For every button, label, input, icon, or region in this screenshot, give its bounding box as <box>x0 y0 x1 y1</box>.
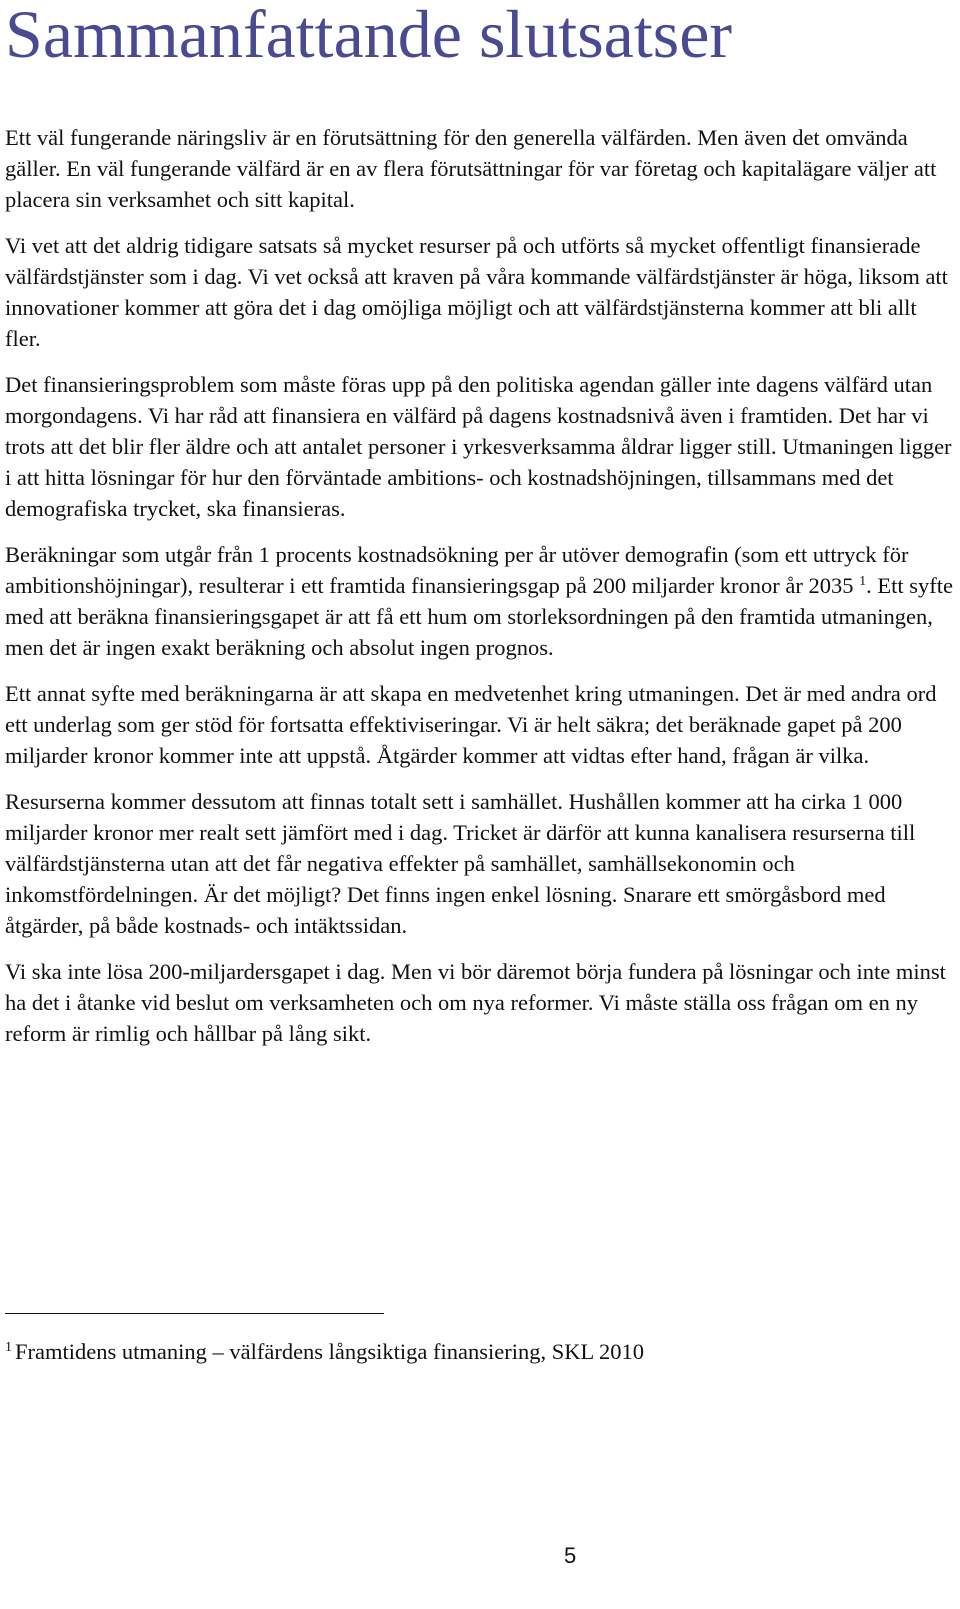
paragraph-4 <box>5 539 955 663</box>
paragraph-4-text-after: . Ett syfte med att beräkna finansieringsgapet är att få ett hum om storleksordningen på den framtida utmaningen, men det är ingen exakt beräkning och absolut ingen prognos. <box>5 573 953 660</box>
paragraph-5: Ett annat syfte med beräkningarna är att skapa en medvetenhet kring utmaningen. Det är med andra ord ett underlag som ger stöd för fortsatta effektiviseringar. Vi är helt säkra; det beräknade gapet på 200 miljarder kronor kommer inte att uppstå. Åtgärder kommer att vidtas efter hand, frågan är vilka. <box>5 681 937 768</box>
body-text <box>5 122 955 1064</box>
paragraph-7: Vi ska inte lösa 200-miljardersgapet i dag. Men vi bör däremot börja fundera på lösningar och inte minst ha det i åtanke vid beslut om verksamheten och om nya reformer. Vi måste ställa oss frågan om en ny reform är rimlig och hållbar på lång sikt. <box>5 959 946 1046</box>
paragraph-6: Resurserna kommer dessutom att finnas totalt sett i samhället. Hushållen kommer att ha cirka 1 000 miljarder kronor mer realt sett jämfört med i dag. Tricket är därför att kunna kanalisera resurserna till välfärdstjänsterna utan att det får negativa effekter på samhället, samhällsekonomin och inkomstfördelningen. Är det möjligt? Det finns ingen enkel lösning. Snarare ett smörgåsbord med åtgärder, på både kostnads- och intäktssidan. <box>5 789 916 938</box>
paragraph-3: Det finansieringsproblem som måste föras upp på den politiska agendan gäller inte dagens välfärd utan morgondagens. Vi har råd att finansiera en välfärd på dagens kostnadsnivå även i framtiden. Det har vi trots att det blir fler äldre och att antalet personer i yrkesverksamma åldrar ligger still. Utmaningen ligger i att hitta lösningar för hur den förväntade ambitions- och kostnadshöjningen, tillsammans med det demografiska trycket, ska finansieras. <box>5 372 952 521</box>
footnote-text: Framtidens utmaning – välfärdens långsiktiga finansiering, SKL 2010 <box>15 1339 645 1364</box>
paragraph-4-text-before: Beräkningar som utgår från 1 procents kostnadsökning per år utöver demografin (som ett uttryck för ambitionshöjningar), resulterar i ett framtida finansieringsgap på 200 miljarder kronor år 2035 <box>5 542 909 598</box>
page-title: Sammanfattande slutsatser <box>5 0 733 72</box>
paragraph-1: Ett väl fungerande näringsliv är en förutsättning för den generella välfärden. Men även det omvända gäller. En väl fungerande välfärd är en av flera förutsättningar för var företag och kapitalägare väljer att placera sin verksamhet och sitt kapital. <box>5 125 937 212</box>
footnote-separator <box>5 1313 384 1314</box>
footnote-marker: 1 <box>5 1340 12 1355</box>
page-number: 5 <box>564 1543 577 1568</box>
footnote-reference[interactable]: 1 <box>859 574 867 589</box>
footnote <box>5 1336 644 1367</box>
paragraph-2: Vi vet att det aldrig tidigare satsats så mycket resurser på och utförts så mycket offentligt finansierade välfärdstjänster som i dag. Vi vet också att kraven på våra kommande välfärdstjänster är höga, liksom att innovationer kommer att göra det i dag omöjliga möjligt och att välfärdstjänsterna kommer att bli allt fler. <box>5 233 948 351</box>
